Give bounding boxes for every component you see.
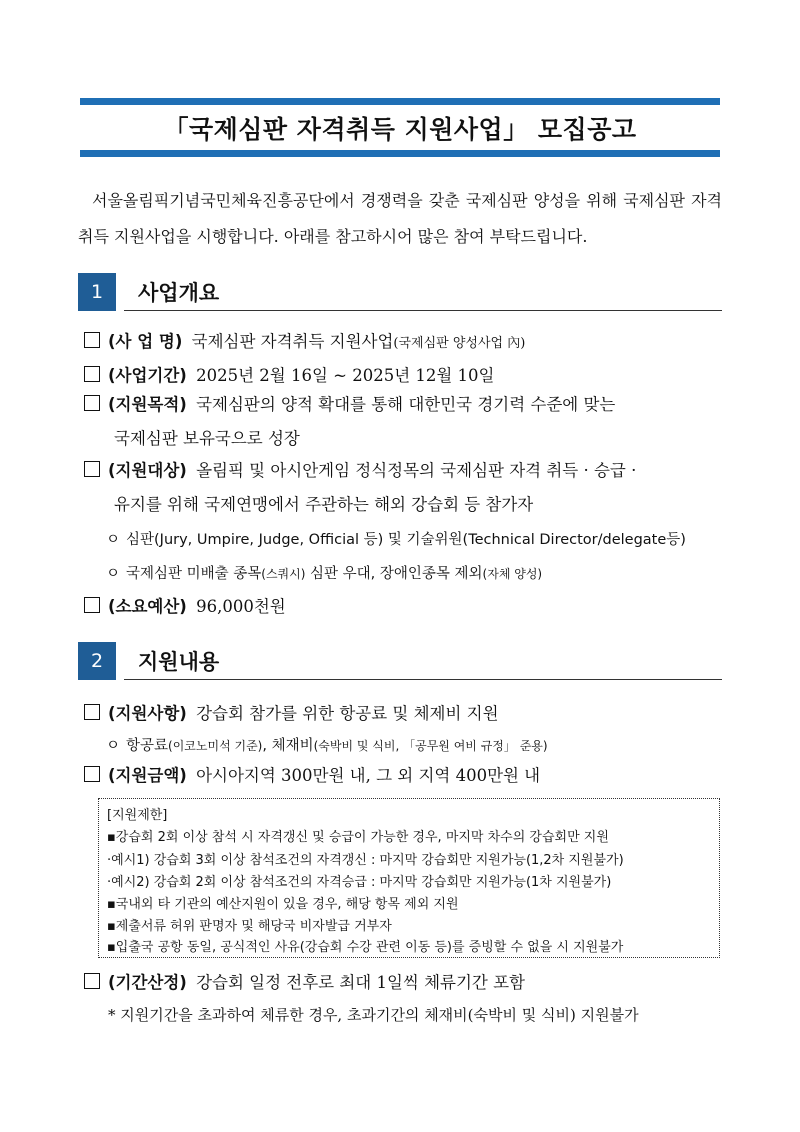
- restrictions-heading: [지원제한]: [107, 808, 168, 823]
- sub-text: , 체재비: [262, 738, 314, 754]
- item-target: [84, 454, 724, 488]
- checkbox-icon: [84, 704, 100, 720]
- section-1-title: 사업개요: [138, 281, 220, 305]
- item-budget: [84, 590, 724, 624]
- item-text: 강습회 참가를 위한 항공료 및 체제비 지원: [196, 704, 499, 723]
- sub-note: (숙박비 및 식비, 「공무원 여비 규정」 준용): [313, 739, 548, 753]
- item-support-details: [84, 697, 724, 731]
- sub-text: 심판 우대, 장애인종목 제외: [305, 566, 483, 582]
- sub-item-squash: [106, 560, 722, 588]
- item-label: (지원대상): [108, 461, 187, 480]
- checkbox-icon: [84, 973, 100, 989]
- page-title: 「국제심판 자격취득 지원사업」 모집공고: [163, 115, 637, 144]
- sub-note: (자체 양성): [482, 567, 543, 581]
- sub-item-airfare: [106, 732, 722, 760]
- item-note: (국제심판 양성사업 內): [393, 336, 526, 351]
- item-project-name: [84, 325, 724, 361]
- item-purpose: [84, 388, 724, 422]
- section-2-header: [78, 642, 722, 680]
- item-label: (기간산정): [108, 973, 187, 992]
- checkbox-icon: [84, 332, 100, 348]
- sub-note: (이코노미석 기준): [168, 739, 263, 753]
- section-2-rule: [124, 679, 722, 680]
- item-support-amount: [84, 759, 724, 793]
- restriction-line: ‧예시2) 강습회 2회 이상 참석조건의 자격승급 : 마지막 강습회만 지원가능(1차 지원불가): [107, 875, 612, 890]
- bullet-icon: ㅇ: [106, 532, 121, 548]
- item-label: (소요예산): [108, 597, 187, 616]
- item-text: 2025년 2월 16일 ~ 2025년 12월 10일: [196, 366, 495, 385]
- restriction-line: ▪제출서류 허위 판명자 및 해당국 비자발급 거부자: [107, 919, 392, 934]
- sub-text: 국제심판 미배출 종목: [126, 566, 262, 582]
- item-text: 국제심판의 양적 확대를 통해 대한민국 경기력 수준에 맞는: [196, 395, 616, 414]
- title-bottom-rule: [80, 150, 720, 157]
- bullet-icon: ㅇ: [106, 738, 121, 754]
- section-2-title: 지원내용: [138, 650, 220, 674]
- item-label: (지원사항): [108, 704, 187, 723]
- section-1-number: 1: [78, 273, 116, 311]
- sub-text: 항공료: [126, 738, 169, 754]
- restriction-line: ▪입출국 공항 동일, 공식적인 사유(강습회 수강 관련 이동 등)를 증빙할 수 없을 시 지원불가: [107, 940, 624, 955]
- checkbox-icon: [84, 597, 100, 613]
- checkbox-icon: [84, 766, 100, 782]
- sub-item-jury: [106, 526, 722, 554]
- item-text: 아시아지역 300만원 내, 그 외 지역 400만원 내: [196, 766, 541, 785]
- restriction-line: ▪국내외 타 기관의 예산지원이 있을 경우, 해당 항목 제외 지원: [107, 897, 459, 912]
- item-purpose-cont: 국제심판 보유국으로 성장: [114, 429, 300, 448]
- item-label: (지원목적): [108, 395, 187, 414]
- title-banner: [80, 98, 720, 158]
- checkbox-icon: [84, 461, 100, 477]
- item-label: (지원금액): [108, 766, 187, 785]
- item-text: 국제심판 자격취득 지원사업: [191, 332, 394, 351]
- support-restrictions-box: [98, 798, 720, 958]
- sub-text: 심판(Jury, Umpire, Judge, Official 등) 및 기술위원(Technical Director/delegate등): [126, 532, 686, 548]
- restriction-line: ‧예시1) 강습회 3회 이상 참석조건의 자격갱신 : 마지막 강습회만 지원가능(1,2차 지원불가): [107, 853, 624, 868]
- item-text: 올림픽 및 아시안게임 정식정목의 국제심판 자격 취득 · 승급 ·: [196, 461, 637, 480]
- bullet-icon: ㅇ: [106, 566, 121, 582]
- item-text: 96,000천원: [196, 597, 286, 616]
- checkbox-icon: [84, 366, 100, 382]
- item-target-cont: 유지를 위해 국제연맹에서 주관하는 해외 강습회 등 참가자: [114, 495, 534, 514]
- intro-paragraph: 서울올림픽기념국민체육진흥공단에서 경쟁력을 갖춘 국제심판 양성을 위해 국제심판 자격취득 지원사업을 시행합니다. 아래를 참고하시어 많은 참여 부탁드립니다.: [78, 191, 722, 246]
- item-label: (사 업 명): [108, 332, 183, 351]
- sub-note: (스쿼시): [261, 567, 306, 581]
- item-text: 강습회 일정 전후로 최대 1일씩 체류기간 포함: [196, 973, 525, 992]
- item-label: (사업기간): [108, 366, 187, 385]
- period-note: * 지원기간을 초과하여 체류한 경우, 초과기간의 체재비(숙박비 및 식비) 지원불가: [108, 1006, 639, 1024]
- section-1-header: [78, 273, 722, 311]
- item-period-calc: [84, 966, 724, 1000]
- restriction-line: ▪강습회 2회 이상 참석 시 자격갱신 및 승급이 가능한 경우, 마지막 차수의 강습회만 지원: [107, 830, 609, 845]
- section-2-number: 2: [78, 642, 116, 680]
- checkbox-icon: [84, 395, 100, 411]
- title-top-rule: [80, 98, 720, 105]
- section-1-rule: [124, 310, 722, 311]
